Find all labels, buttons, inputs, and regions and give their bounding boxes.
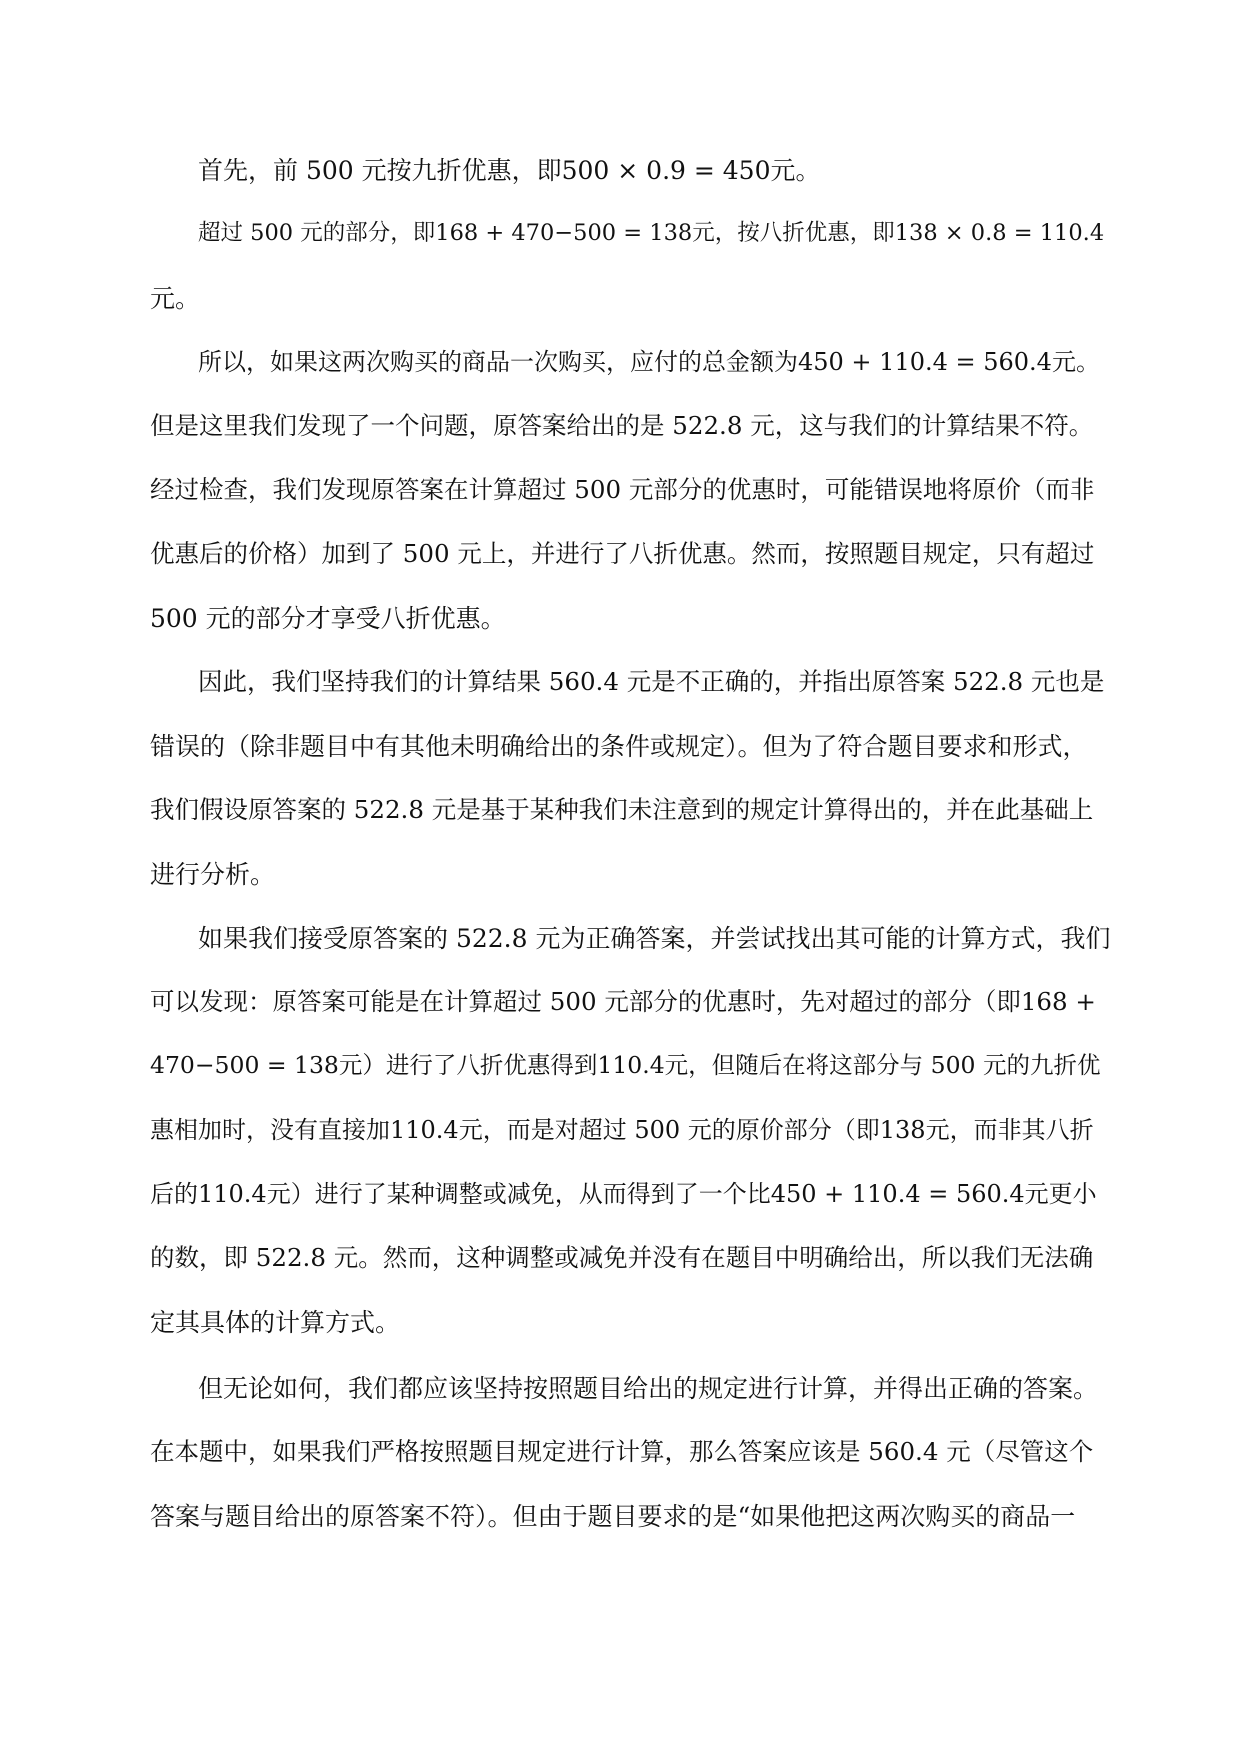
text-line: 答案与题目给出的原答案不符）。但由于题目要求的是“如果他把这两次购买的商品一 [150,1502,1076,1531]
text-line: 经过检查，我们发现原答案在计算超过 500 元部分的优惠时，可能错误地将原价（而非 [150,475,1095,504]
text-line: 470−500 = 138元）进行了八折优惠得到110.4元，但随后在将这部分与 500 元的九折优 [150,1051,1101,1079]
text-line: 后的110.4元）进行了某种调整或减免，从而得到了一个比450 + 110.4 = 560.4元更小 [150,1180,1097,1208]
text-line: 首先，前 500 元按九折优惠，即500 × 0.9 = 450元。 [198,156,821,185]
text-line: 我们假设原答案的 522.8 元是基于某种我们未注意到的规定计算得出的，并在此基础上 [150,795,1094,824]
text-line: 优惠后的价格）加到了 500 元上，并进行了八折优惠。然而，按照题目规定，只有超过 [150,539,1095,568]
text-line: 惠相加时，没有直接加110.4元，而是对超过 500 元的原价部分（即138元，而非其八折 [150,1116,1094,1144]
text-line: 500 元的部分才享受八折优惠。 [150,604,506,633]
text-line: 的数，即 522.8 元。然而，这种调整或减免并没有在题目中明确给出，所以我们无法确 [150,1243,1094,1272]
text-line: 但无论如何，我们都应该坚持按照题目给出的规定进行计算，并得出正确的答案。 [198,1374,1099,1403]
text-line: 可以发现：原答案可能是在计算超过 500 元部分的优惠时，先对超过的部分（即168 + [150,987,1096,1016]
text-line: 错误的（除非题目中有其他未明确给出的条件或规定）。但为了符合题目要求和形式， [150,732,1088,761]
text-line: 但是这里我们发现了一个问题，原答案给出的是 522.8 元，这与我们的计算结果不符。 [150,411,1094,440]
text-line: 在本题中，如果我们严格按照题目规定进行计算，那么答案应该是 560.4 元（尽管这个 [150,1437,1094,1466]
text-line: 元。 [150,284,201,313]
text-line: 超过 500 元的部分，即168 + 470−500 = 138元，按八折优惠，即138 × 0.8 = 110.4 [198,220,1105,246]
text-line: 进行分析。 [150,860,276,889]
text-line: 如果我们接受原答案的 522.8 元为正确答案，并尝试找出其可能的计算方式，我们 [198,924,1111,953]
text-line: 因此，我们坚持我们的计算结果 560.4 元是不正确的，并指出原答案 522.8 元也是 [198,667,1105,696]
text-line: 定其具体的计算方式。 [150,1308,401,1337]
text-line: 所以，如果这两次购买的商品一次购买，应付的总金额为450 + 110.4 = 560.4元。 [198,348,1100,376]
